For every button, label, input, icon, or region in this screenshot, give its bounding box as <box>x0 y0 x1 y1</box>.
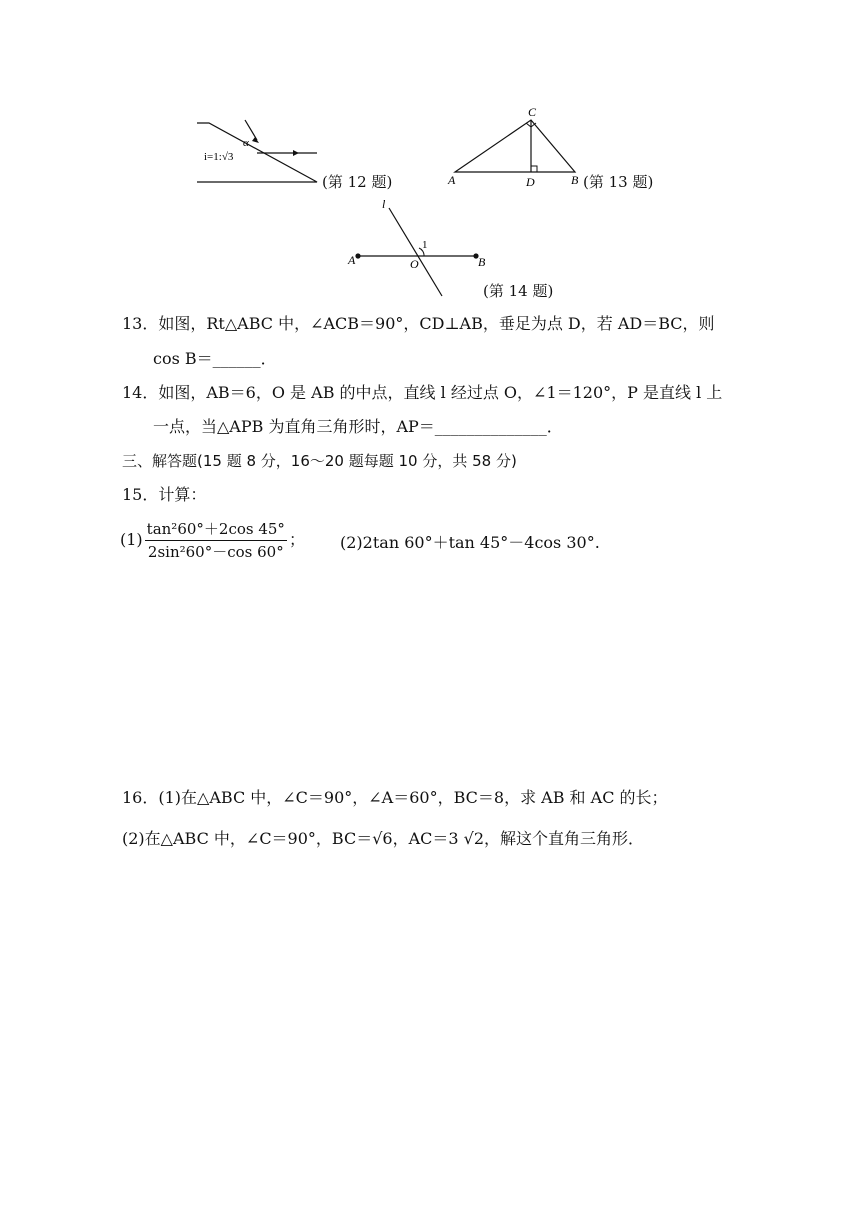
line-angle-diagram <box>344 196 494 300</box>
figure-14-caption: (第 14 题) <box>483 282 554 300</box>
question-16-line-2: (2)在△ABC 中，∠C＝90°，BC＝√6，AC＝3 √2，解这个直角三角形． <box>122 829 645 848</box>
figure-12-caption: (第 12 题) <box>322 173 393 191</box>
figure-12 <box>195 112 325 192</box>
question-13-line-1: 13．如图，Rt△ABC 中，∠ACB＝90°，CD⊥AB，垂足为点 D，若 AD＝BC，则 <box>122 314 715 333</box>
question-13-line-2: cos B＝______． <box>153 349 277 368</box>
point-d-label: D <box>526 175 535 188</box>
question-15-part-1 <box>120 520 305 561</box>
angle-alpha-label: α <box>243 137 249 149</box>
figure-13-caption: (第 13 题) <box>583 173 654 191</box>
point-a-label: A <box>348 253 356 267</box>
fraction-numerator: tan²60°＋2cos 45° <box>145 520 287 541</box>
fraction-denominator: 2sin²60°－cos 60° <box>147 543 284 561</box>
part-1-suffix: ； <box>288 530 305 549</box>
angle-1-label: 1 <box>422 239 428 251</box>
point-b-label: B <box>478 255 486 269</box>
question-14-line-1: 14．如图，AB＝6，O 是 AB 的中点，直线 l 经过点 O，∠1＝120°，P 是直线 l 上 <box>122 383 723 402</box>
vertex-a-label: A <box>448 173 456 187</box>
line-l-label: l <box>382 197 386 211</box>
part-1-prefix: (1) <box>120 530 143 549</box>
question-14-line-2: 一点，当△APB 为直角三角形时，AP＝______________． <box>153 417 563 436</box>
vertex-c-label: C <box>528 105 537 119</box>
vertex-b-label: B <box>571 173 579 187</box>
question-15-part-2: (2)2tan 60°＋tan 45°－4cos 30°. <box>340 533 600 552</box>
triangle-diagram <box>445 104 585 188</box>
slope-ratio-label: i=1:√3 <box>204 151 234 163</box>
question-16-line-1: 16．(1)在△ABC 中，∠C＝90°，∠A＝60°，BC＝8，求 AB 和 AC 的长； <box>122 788 668 807</box>
section-3-heading: 三、解答题(15 题 8 分，16～20 题每题 10 分，共 58 分) <box>122 452 517 470</box>
figure-14 <box>344 196 494 300</box>
slope-diagram <box>195 112 325 192</box>
question-15-title: 15．计算： <box>122 485 207 504</box>
fraction <box>145 520 287 561</box>
point-o-label: O <box>410 257 419 271</box>
figure-13 <box>445 104 585 188</box>
